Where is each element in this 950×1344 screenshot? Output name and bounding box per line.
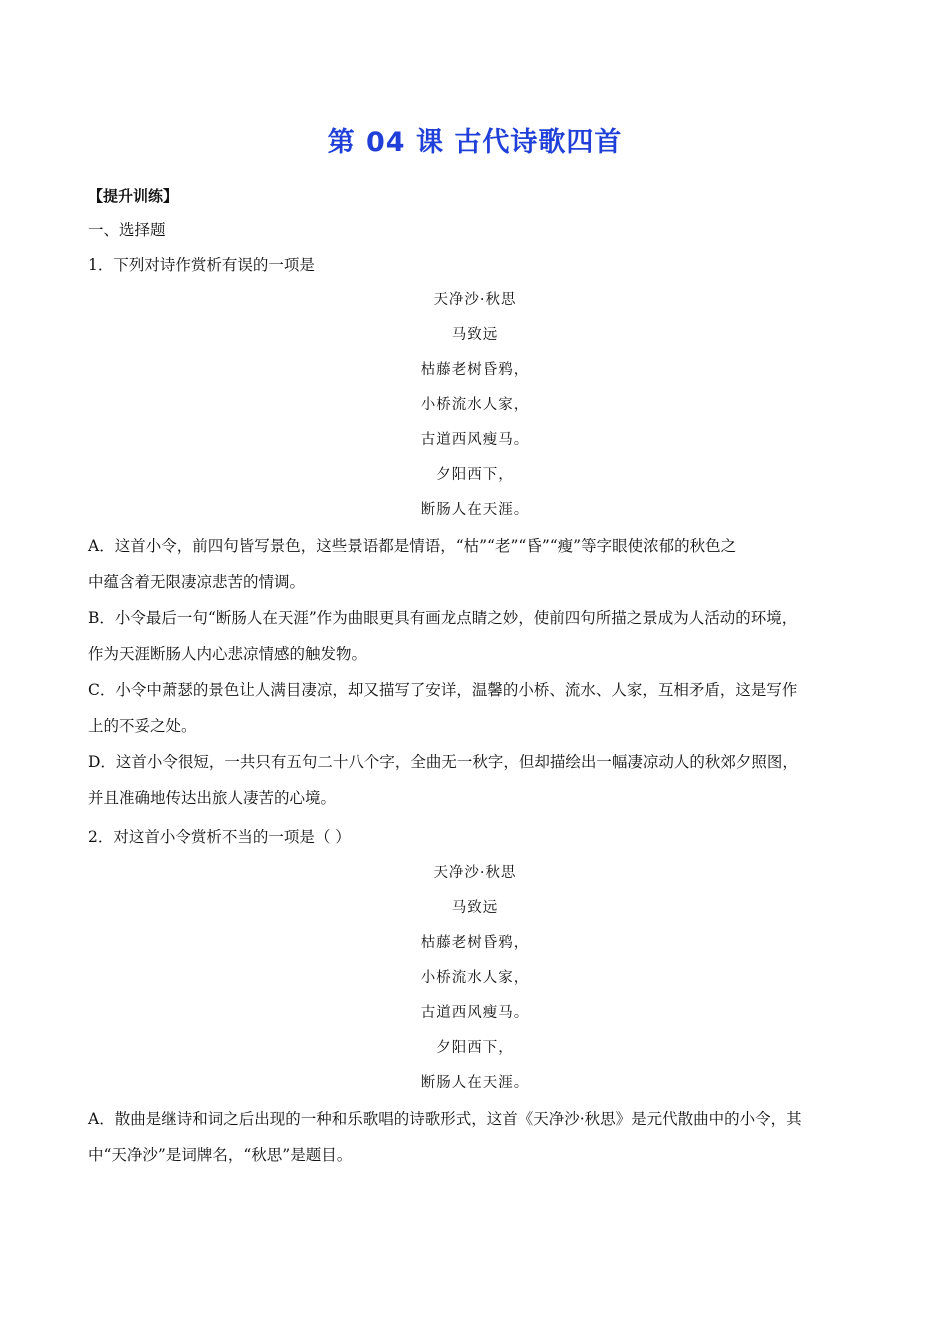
q1-option-a-cont: 中蕴含着无限凄凉悲苦的情调。	[88, 573, 306, 591]
poem-author: 马致远	[451, 900, 499, 916]
q1-option-b: B．小令最后一句“断肠人在天涯”作为曲眼更具有画龙点睛之妙，使前四句所描之景成为人活动的环境，	[88, 609, 798, 627]
poem-line: 枯藤老树昏鸦，	[420, 935, 530, 951]
q1-option-b-cont: 作为天涯断肠人内心悲凉情感的触发物。	[88, 645, 368, 663]
poem-line: 古道西风瘦马。	[420, 432, 530, 448]
poem-title: 天净沙·秋思	[433, 865, 517, 881]
poem-line: 夕阳西下，	[436, 467, 514, 483]
q1-option-c-cont: 上的不妥之处。	[88, 717, 197, 735]
poem-line: 小桥流水人家，	[420, 397, 530, 413]
poem-line: 断肠人在天涯。	[420, 1075, 530, 1091]
question-1-stem: 1．下列对诗作赏析有误的一项是	[88, 256, 315, 274]
q1-option-d-cont: 并且准确地传达出旅人凄苦的心境。	[88, 789, 337, 807]
poem-line: 夕阳西下，	[436, 1040, 514, 1056]
question-2-stem: 2．对这首小令赏析不当的一项是（ ）	[88, 828, 351, 846]
q1-option-d: D．这首小令很短，一共只有五句二十八个字，全曲无一秋字，但却描绘出一幅凄凉动人的秋郊夕照图，	[88, 753, 798, 771]
q2-option-a-cont: 中“天净沙”是词牌名，“秋思”是题目。	[88, 1146, 353, 1164]
q1-option-c: C．小令中萧瑟的景色让人满目凄凉，却又描写了安详，温馨的小桥、流水、人家，互相矛盾，这是写作	[88, 681, 798, 699]
poem-line: 断肠人在天涯。	[420, 502, 530, 518]
q2-option-a: A．散曲是继诗和词之后出现的一种和乐歌唱的诗歌形式，这首《天净沙·秋思》是元代散曲中的小令，其	[88, 1110, 802, 1128]
part-heading: 一、选择题	[88, 221, 166, 239]
poem-line: 小桥流水人家，	[420, 970, 530, 986]
poem-title: 天净沙·秋思	[433, 292, 517, 308]
q1-option-a: A．这首小令，前四句皆写景色，这些景语都是情语，“枯”“老”“昏”“瘦”等字眼使浓郁的秋色之	[88, 537, 737, 555]
poem-line: 古道西风瘦马。	[420, 1005, 530, 1021]
section-label: 【提升训练】	[88, 187, 179, 205]
poem-author: 马致远	[451, 327, 499, 343]
page-title: 第 04 课 古代诗歌四首	[327, 127, 623, 158]
poem-line: 枯藤老树昏鸦，	[420, 362, 530, 378]
